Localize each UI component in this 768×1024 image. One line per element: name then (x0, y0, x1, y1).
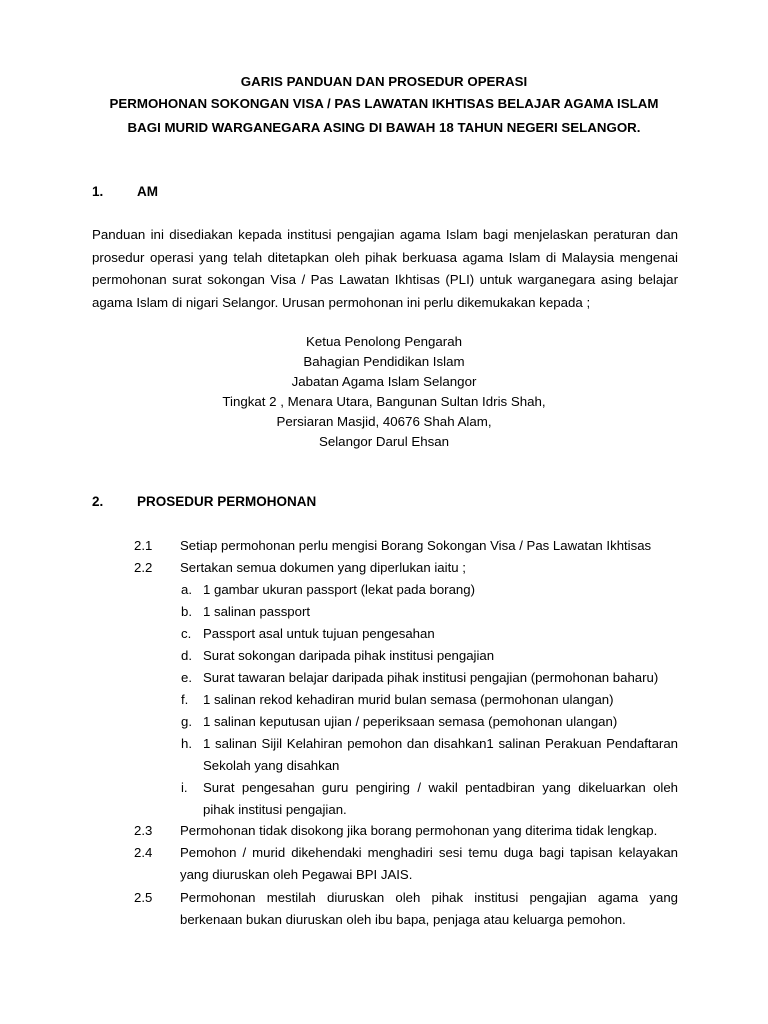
section-1-number: 1. (92, 184, 104, 199)
address-line: Selangor Darul Ehsan (318, 434, 450, 449)
address-line: Ketua Penolong Pengarah (306, 334, 462, 349)
item-text: Surat tawaran belajar daripada pihak institusi pengajian (permohonan baharu) (203, 670, 659, 685)
item-text: Pemohon / murid dikehendaki menghadiri sesi temu duga bagi tapisan kelayakan yang diuruskan oleh Pegawai BPI JAIS. (180, 845, 678, 882)
address-line: Tingkat 2 , Menara Utara, Bangunan Sultan Idris Shah, (222, 394, 546, 409)
item-text: Surat pengesahan guru pengiring / wakil pentadbiran yang dikeluarkan oleh pihak institusi pengajian. (203, 780, 678, 817)
item-text: Surat sokongan daripada pihak institusi pengajian (203, 648, 495, 663)
section-2-number: 2. (92, 494, 104, 509)
section-1-heading: AM (137, 184, 158, 199)
item-text: Setiap permohonan perlu mengisi Borang Sokongan Visa / Pas Lawatan Ikhtisas (180, 538, 652, 553)
item-text: Sertakan semua dokumen yang diperlukan iaitu ; (180, 560, 466, 575)
item-letter: f. (181, 692, 189, 707)
item-number: 2.2 (134, 560, 153, 575)
document-title-line-3: BAGI MURID WARGANEGARA ASING DI BAWAH 18 TAHUN NEGERI SELANGOR. (127, 120, 641, 135)
item-number: 2.3 (134, 823, 153, 838)
item-text: Permohonan tidak disokong jika borang permohonan yang diterima tidak lengkap. (180, 823, 658, 838)
item-letter: g. (181, 714, 192, 729)
item-letter: c. (181, 626, 192, 641)
item-letter: h. (181, 736, 192, 751)
item-letter: e. (181, 670, 192, 685)
item-text: 1 salinan Sijil Kelahiran pemohon dan disahkan1 salinan Perakuan Pendaftaran Sekolah yang disahkan (203, 736, 678, 773)
item-number: 2.4 (134, 845, 153, 860)
item-text: Permohonan mestilah diuruskan oleh pihak institusi pengajian agama yang berkenaan bukan diuruskan oleh ibu bapa, penjaga atau keluarga pemohon. (180, 890, 678, 927)
item-text: 1 salinan passport (203, 604, 311, 619)
document-title-line-1: GARIS PANDUAN DAN PROSEDUR OPERASI (240, 74, 528, 89)
item-letter: b. (181, 604, 192, 619)
item-text: 1 salinan rekod kehadiran murid bulan semasa (permohonan ulangan) (203, 692, 614, 707)
item-letter: i. (181, 780, 188, 795)
section-2-heading: PROSEDUR PERMOHONAN (137, 494, 317, 509)
address-block (0, 332, 768, 452)
item-number: 2.5 (134, 890, 153, 905)
document-title-line-2: PERMOHONAN SOKONGAN VISA / PAS LAWATAN IKHTISAS BELAJAR AGAMA ISLAM (109, 96, 659, 111)
item-text: 1 gambar ukuran passport (lekat pada borang) (203, 582, 475, 597)
address-line: Jabatan Agama Islam Selangor (291, 374, 477, 389)
item-text: 1 salinan keputusan ujian / peperiksaan semasa (pemohonan ulangan) (203, 714, 618, 729)
item-text: Passport asal untuk tujuan pengesahan (203, 626, 435, 641)
address-line: Bahagian Pendidikan Islam (303, 354, 465, 369)
item-letter: d. (181, 648, 192, 663)
item-letter: a. (181, 582, 192, 597)
address-line: Persiaran Masjid, 40676 Shah Alam, (276, 414, 492, 429)
item-number: 2.1 (134, 538, 153, 553)
section-1-paragraph: Panduan ini disediakan kepada institusi pengajian agama Islam bagi menjelaskan peraturan dan prosedur operasi yang telah ditetapkan oleh pihak berkuasa agama Islam di Malaysia mengenai permohonan surat sokongan Visa / Pas Lawatan Ikhtisas (PLI) untuk warganegara asing belajar agama Islam di nigari Selangor. Urusan permohonan ini perlu dikemukakan kepada ; (92, 227, 678, 310)
